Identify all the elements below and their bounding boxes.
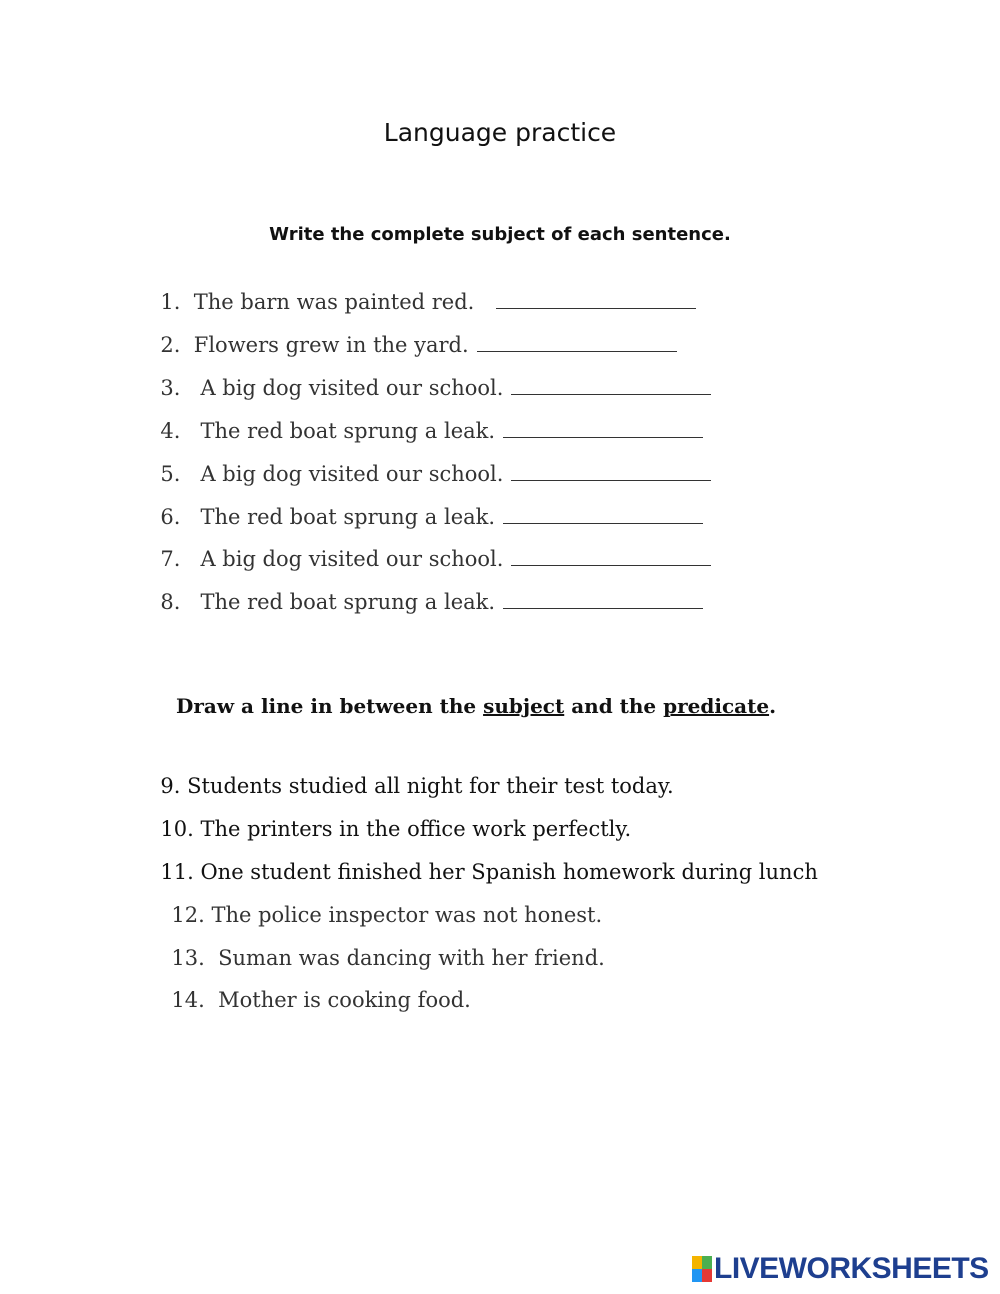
list-item <box>147 352 711 400</box>
instruction-suffix: . <box>769 694 777 718</box>
answer-blank[interactable] <box>511 547 711 566</box>
predicate-word: predicate <box>663 694 770 718</box>
item-number: 10. <box>160 817 194 841</box>
item-text[interactable]: Mother is cooking food. <box>218 988 471 1012</box>
list-item[interactable] <box>147 836 818 884</box>
section2-instruction <box>176 694 776 718</box>
item-number: 7. <box>160 547 181 571</box>
list-item[interactable] <box>158 922 605 970</box>
list-item[interactable] <box>147 750 674 798</box>
answer-blank[interactable] <box>511 376 711 395</box>
item-text: The red boat sprung a leak. <box>200 419 496 443</box>
list-item[interactable] <box>158 964 471 1012</box>
list-item <box>147 266 696 314</box>
item-number: 2. <box>160 333 181 357</box>
item-number: 9. <box>160 774 181 798</box>
item-number: 12. <box>171 903 205 927</box>
logo-text: LIVEWORKSHEETS <box>714 1252 989 1285</box>
logo-squares-icon <box>692 1256 712 1282</box>
item-number: 1. <box>160 290 181 314</box>
item-text: The barn was painted red. <box>193 290 475 314</box>
item-number: 5. <box>160 462 181 486</box>
answer-blank[interactable] <box>496 290 696 309</box>
item-number: 8. <box>160 590 181 614</box>
item-text[interactable]: The printers in the office work perfectly. <box>200 817 632 841</box>
item-number: 4. <box>160 419 181 443</box>
item-text[interactable]: One student finished her Spanish homework during lunch <box>200 860 818 884</box>
item-number: 13. <box>171 946 205 970</box>
item-text[interactable]: The police inspector was not honest. <box>211 903 603 927</box>
item-text: A big dog visited our school. <box>200 376 504 400</box>
item-text: A big dog visited our school. <box>200 462 504 486</box>
list-item <box>147 438 711 486</box>
item-number: 3. <box>160 376 181 400</box>
item-text: The red boat sprung a leak. <box>200 505 496 529</box>
answer-blank[interactable] <box>503 419 703 438</box>
instruction-prefix: Draw a line in between the <box>176 694 484 718</box>
instruction-mid: and the <box>564 694 664 718</box>
answer-blank[interactable] <box>511 462 711 481</box>
answer-blank[interactable] <box>503 505 703 524</box>
liveworksheets-logo <box>692 1254 989 1284</box>
item-text[interactable]: Suman was dancing with her friend. <box>218 946 605 970</box>
item-number: 6. <box>160 505 181 529</box>
list-item[interactable] <box>158 879 602 927</box>
list-item[interactable] <box>147 793 631 841</box>
item-number: 14. <box>171 988 205 1012</box>
list-item <box>147 395 703 443</box>
list-item <box>147 566 703 614</box>
item-text: A big dog visited our school. <box>200 547 504 571</box>
item-text: The red boat sprung a leak. <box>200 590 496 614</box>
list-item <box>147 523 711 571</box>
item-number: 11. <box>160 860 194 884</box>
list-item <box>147 481 703 529</box>
page-title: Language practice <box>383 118 617 147</box>
item-text[interactable]: Students studied all night for their test today. <box>187 774 674 798</box>
section1-instruction: Write the complete subject of each sentence. <box>269 224 731 245</box>
list-item <box>147 309 677 357</box>
answer-blank[interactable] <box>503 590 703 609</box>
item-text: Flowers grew in the yard. <box>193 333 469 357</box>
answer-blank[interactable] <box>477 333 677 352</box>
subject-word: subject <box>483 694 565 718</box>
